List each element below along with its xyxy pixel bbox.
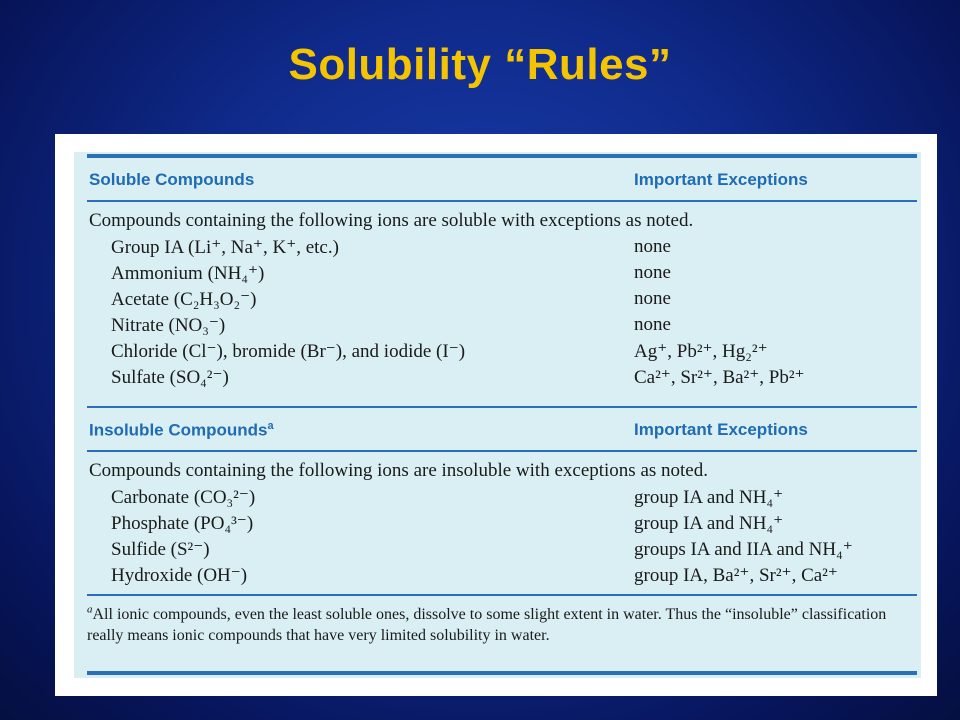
section-divider-rule <box>87 406 917 408</box>
soluble-row-compound: Acetate (C₂H₃O₂⁻) <box>111 289 257 310</box>
soluble-header: Soluble Compounds <box>89 170 255 189</box>
soluble-row-exception: none <box>634 288 671 309</box>
soluble-row-exception: Ca²⁺, Sr²⁺, Ba²⁺, Pb²⁺ <box>634 367 805 388</box>
soluble-row-exception: none <box>634 262 671 283</box>
insoluble-row-exception: group IA, Ba²⁺, Sr²⁺, Ca²⁺ <box>634 565 838 586</box>
table-card <box>55 134 937 696</box>
soluble-intro: Compounds containing the following ions are soluble with exceptions as noted. <box>89 210 694 231</box>
soluble-row-exception: Ag⁺, Pb²⁺, Hg₂²⁺ <box>634 341 768 362</box>
insoluble-row-exception: group IA and NH₄⁺ <box>634 487 784 508</box>
insoluble-row-compound: Carbonate (CO₃²⁻) <box>111 487 256 508</box>
insoluble-row-exception: groups IA and IIA and NH₄⁺ <box>634 539 853 560</box>
soluble-row-exception: none <box>634 236 671 257</box>
soluble-row-exception: none <box>634 314 671 335</box>
soluble-exceptions-header: Important Exceptions <box>634 170 808 189</box>
insoluble-row-compound: Hydroxide (OH⁻) <box>111 565 248 586</box>
insoluble-footnote-marker: a <box>267 420 274 432</box>
insoluble-header-rule <box>87 450 917 452</box>
insoluble-row-compound: Sulfide (S²⁻) <box>111 539 210 560</box>
slide-title: Solubility “Rules” <box>288 40 672 89</box>
footnote-marker: a <box>87 603 93 616</box>
solubility-table <box>74 152 921 678</box>
soluble-row-compound: Sulfate (SO₄²⁻) <box>111 367 229 388</box>
soluble-row-compound: Group IA (Li⁺, Na⁺, K⁺, etc.) <box>111 237 339 258</box>
insoluble-row-compound: Phosphate (PO₄³⁻) <box>111 513 254 534</box>
top-rule <box>87 154 917 158</box>
footnote <box>87 604 907 646</box>
bottom-rule <box>87 671 917 675</box>
footnote-rule <box>87 594 917 596</box>
footnote-text: All ionic compounds, even the least soluble ones, dissolve to some slight extent in water. Thus the “insoluble” classification really means ionic compounds that have very limited solubility in water. <box>87 606 887 644</box>
soluble-row-compound: Ammonium (NH₄⁺) <box>111 263 265 284</box>
insoluble-intro: Compounds containing the following ions are insoluble with exceptions as noted. <box>89 460 708 481</box>
soluble-row-compound: Nitrate (NO₃⁻) <box>111 315 226 336</box>
soluble-header-rule <box>87 200 917 202</box>
soluble-row-compound: Chloride (Cl⁻), bromide (Br⁻), and iodide (I⁻) <box>111 341 466 362</box>
insoluble-header: Insoluble Compounds$^a$ <box>89 420 274 440</box>
insoluble-row-exception: group IA and NH₄⁺ <box>634 513 784 534</box>
insoluble-exceptions-header: Important Exceptions <box>634 420 808 439</box>
